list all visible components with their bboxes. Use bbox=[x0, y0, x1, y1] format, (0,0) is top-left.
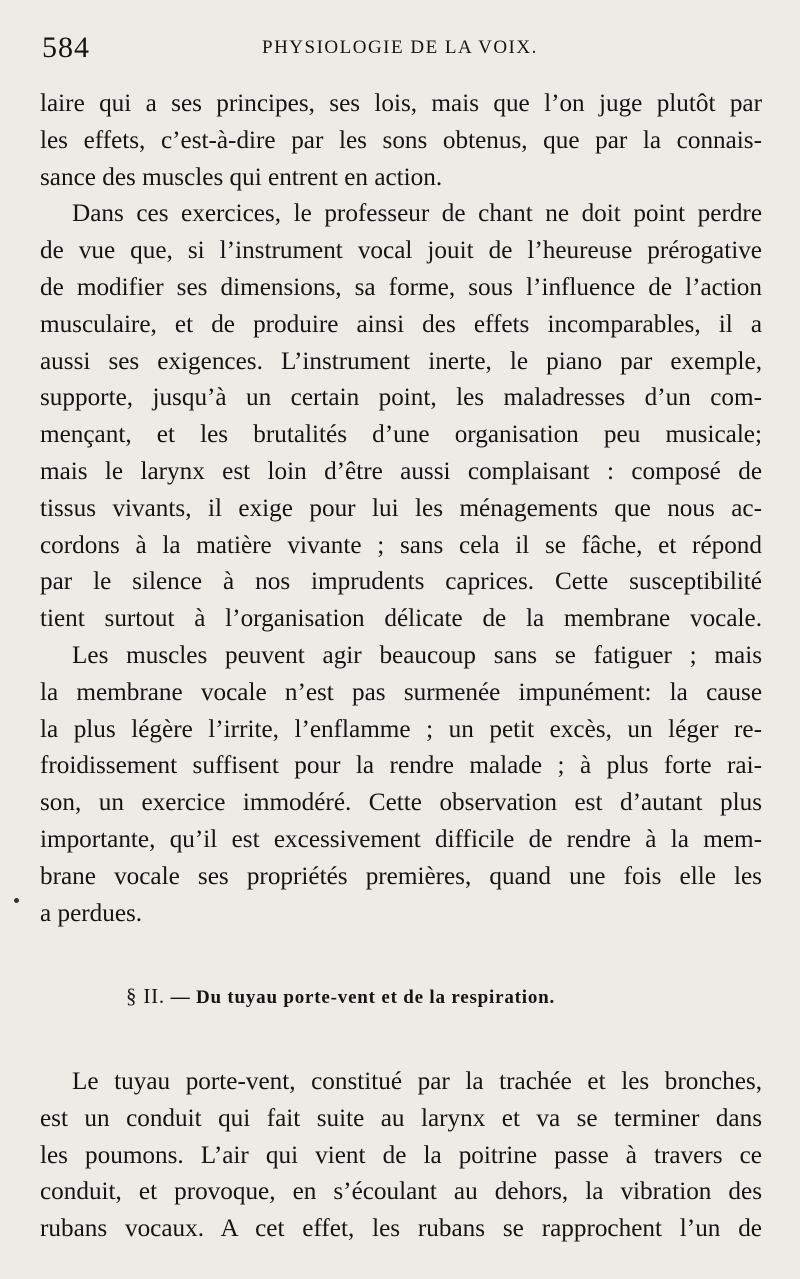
text-line: la plus légère l’irrite, l’enflamme ; un petit excès, un léger re- bbox=[40, 715, 762, 743]
section-text bbox=[40, 1064, 762, 1248]
text-line: Dans ces exercices, le professeur de chant ne doit point perdre bbox=[72, 200, 762, 228]
text-line: de vue que, si l’instrument vocal jouit de l’heureuse prérogative bbox=[40, 237, 762, 265]
section-number: § II. bbox=[126, 984, 165, 1008]
text-line: laire qui a ses principes, ses lois, mais que l’on juge plutôt par bbox=[40, 90, 762, 117]
text-line: Les muscles peuvent agir beaucoup sans se fatiguer ; mais bbox=[72, 641, 762, 669]
section-heading bbox=[126, 982, 555, 1012]
margin-dot bbox=[14, 898, 19, 903]
text-line: par le silence à nos imprudents caprices. Cette susceptibilité bbox=[40, 568, 762, 596]
section-title: Du tuyau porte-vent et de la respiration. bbox=[195, 987, 556, 1008]
text-line: les effets, c’est-à-dire par les sons obtenus, que par la connais- bbox=[40, 126, 762, 154]
text-line: de modifier ses dimensions, sa forme, sous l’influence de l’action bbox=[40, 273, 762, 301]
text-line: tient surtout à l’organisation délicate de la membrane vocale. bbox=[40, 605, 762, 633]
main-text bbox=[40, 86, 762, 932]
text-line: a perdues. bbox=[40, 899, 143, 927]
text-line: son, un exercice immodéré. Cette observation est d’autant plus bbox=[40, 789, 762, 817]
text-line: supporte, jusqu’à un certain point, les maladresses d’un com- bbox=[40, 384, 762, 412]
text-line: rubans vocaux. A cet effet, les rubans se rapprochent l’un de bbox=[40, 1215, 762, 1243]
text-line: la membrane vocale n’est pas surmenée impunément: la cause bbox=[40, 678, 762, 706]
text-line: froidissement suffisent pour la rendre malade ; à plus forte rai- bbox=[40, 752, 762, 780]
text-line: tissus vivants, il exige pour lui les ménagements que nous ac- bbox=[40, 494, 762, 522]
text-line: musculaire, et de produire ainsi des effets incomparables, il a bbox=[40, 310, 762, 338]
text-line: importante, qu’il est excessivement difficile de rendre à la mem- bbox=[40, 825, 762, 853]
text-line: mais le larynx est loin d’être aussi complaisant : composé de bbox=[40, 457, 762, 485]
text-line: cordons à la matière vivante ; sans cela il se fâche, et répond bbox=[40, 531, 762, 559]
page-header bbox=[42, 30, 760, 66]
text-line: aussi ses exigences. L’instrument inerte, le piano par exemple, bbox=[40, 347, 762, 375]
section-dash: — bbox=[170, 987, 191, 1008]
text-line: Le tuyau porte-vent, constitué par la trachée et les bronches, bbox=[72, 1068, 762, 1095]
text-line: conduit, et provoque, en s’écoulant au dehors, la vibration des bbox=[40, 1178, 762, 1206]
text-line: sance des muscles qui entrent en action. bbox=[40, 163, 443, 191]
text-line: est un conduit qui fait suite au larynx et va se terminer dans bbox=[40, 1104, 762, 1132]
text-line: brane vocale ses propriétés premières, quand une fois elle les bbox=[40, 862, 762, 890]
page-number: 584 bbox=[42, 31, 90, 64]
running-head: PHYSIOLOGIE DE LA VOIX. bbox=[262, 37, 538, 58]
text-line: les poumons. L’air qui vient de la poitrine passe à travers ce bbox=[40, 1141, 762, 1169]
text-line: mençant, et les brutalités d’une organisation peu musicale; bbox=[40, 421, 762, 449]
